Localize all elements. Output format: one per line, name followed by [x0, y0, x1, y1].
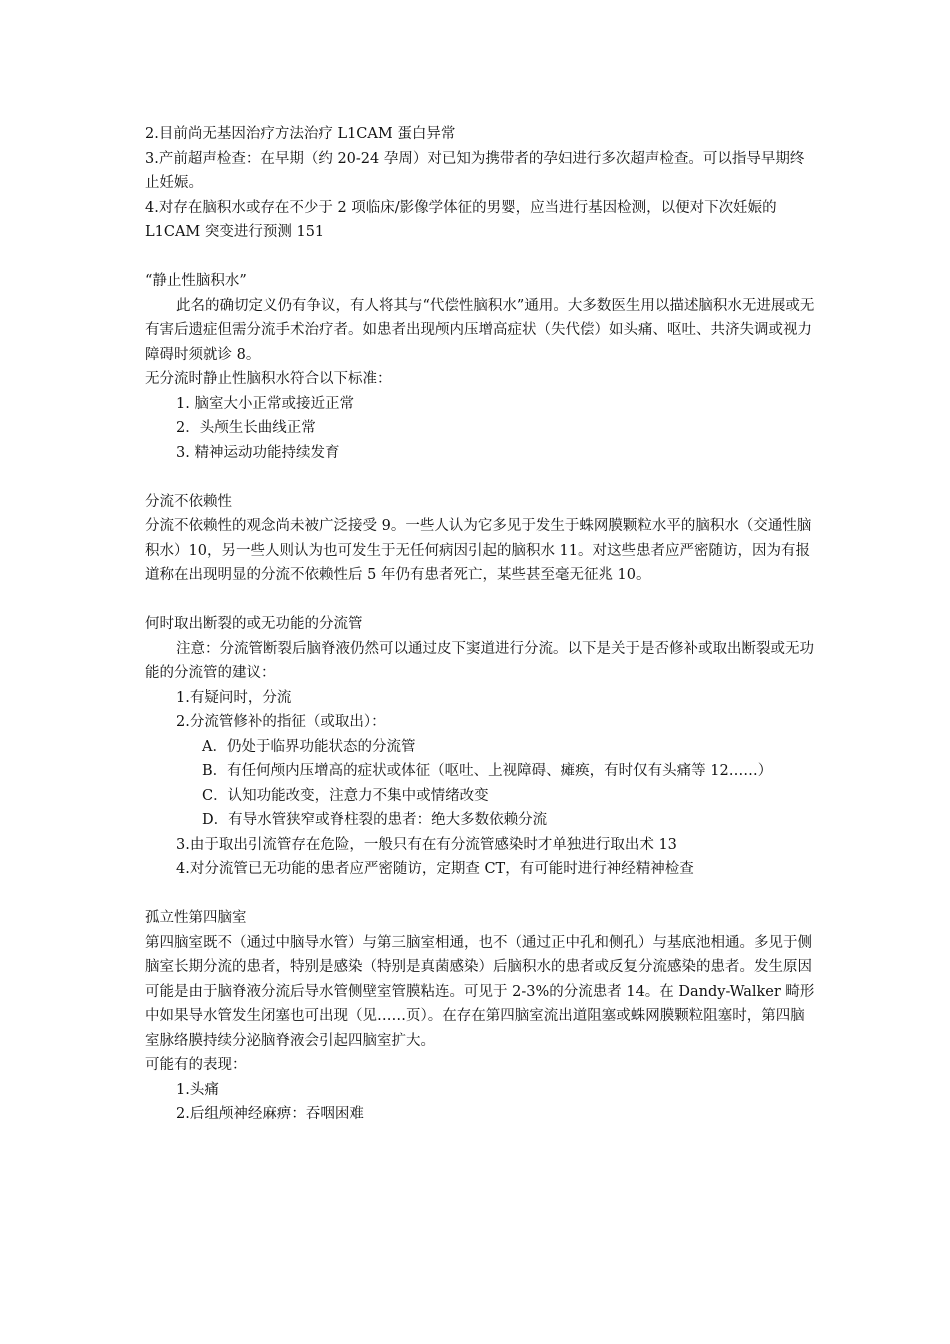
- section-heading-shunt-independence: 分流不依赖性: [145, 493, 232, 510]
- list-item: 3.产前超声检查：在早期（约 20-24 孕周）对已知为携带者的孕妇进行多次超声检查。可以指导早期终止妊娠。: [145, 150, 805, 191]
- list-item: 1.有疑问时，分流: [176, 689, 292, 706]
- spacer: [145, 465, 815, 490]
- presentation-intro: 可能有的表现：: [145, 1057, 247, 1073]
- sub-list-item: A．仍处于临界功能状态的分流管: [202, 738, 416, 755]
- list-item: 2.后组颅神经麻痹：吞咽困难: [176, 1106, 364, 1122]
- section-heading-isolated-fourth-ventricle: 孤立性第四脑室: [145, 910, 247, 926]
- list-item: 3.由于取出引流管存在危险，一般只有在有分流管感染时才单独进行取出术 13: [176, 836, 677, 853]
- list-item: 2．头颅生长曲线正常: [176, 420, 316, 436]
- section-heading-static-hydrocephalus: “静止性脑积水”: [145, 273, 247, 289]
- list-item: 4.对分流管已无功能的患者应严密随访，定期查 CT，有可能时进行神经精神检查: [176, 861, 694, 877]
- list-item: 4.对存在脑积水或存在不少于 2 项临床/影像学体征的男婴，应当进行基因检测，以便对下次妊娠的 L1CAM 突变进行预测 151: [145, 199, 777, 240]
- spacer: [145, 882, 815, 907]
- spacer: [145, 245, 815, 270]
- sub-list-item: B．有任何颅内压增高的症状或体征（呕吐、上视障碍、瘫痪，有时仅有头痛等 12……）: [202, 763, 773, 779]
- sub-list-item: C．认知功能改变，注意力不集中或情绪改变: [202, 787, 489, 804]
- paragraph: 分流不依赖性的观念尚未被广泛接受 9。一些人认为它多见于发生于蛛网膜颗粒水平的脑积水（交通性脑积水）10，另一些人则认为也可发生于无任何病因引起的脑积水 11。对这些患者应严密随访，因为有报道称在出现明显的分流不依赖性后 5 年仍有患者死亡，某些甚至毫无征兆 10。: [145, 518, 812, 583]
- paragraph: 注意：分流管断裂后脑脊液仍然可以通过皮下窦道进行分流。以下是关于是否修补或取出断裂或无功能的分流管的建议：: [145, 640, 814, 681]
- criteria-intro: 无分流时静止性脑积水符合以下标准：: [145, 371, 392, 387]
- list-item: 2.目前尚无基因治疗方法治疗 L1CAM 蛋白异常: [145, 126, 456, 142]
- list-item: 1.头痛: [176, 1081, 219, 1098]
- list-item: 2.分流管修补的指征（或取出）：: [176, 714, 386, 730]
- sub-list-item: D．有导水管狭窄或脊柱裂的患者：绝大多数依赖分流: [202, 812, 548, 828]
- section-heading-shunt-removal: 何时取出断裂的或无功能的分流管: [145, 616, 363, 632]
- list-item: 1. 脑室大小正常或接近正常: [176, 395, 354, 412]
- paragraph: 第四脑室既不（通过中脑导水管）与第三脑室相通，也不（通过正中孔和侧孔）与基底池相通。多见于侧脑室长期分流的患者，特别是感染（特别是真菌感染）后脑积水的患者或反复分流感染的患者。发生原因可能是由于脑脊液分流后导水管侧壁室管膜粘连。可见于 2-3%的分流患者 14。在 Dandy-Walker 畸形中如果导水管发生闭塞也可出现（见……页）。在存在第四脑室流出道阻塞或蛛网膜颗粒阻塞时，第四脑室脉络膜持续分泌脑脊液会引起四脑室扩大。: [145, 934, 815, 1049]
- list-item: 3. 精神运动功能持续发育: [176, 444, 340, 461]
- spacer: [145, 588, 815, 613]
- document-page: [145, 122, 815, 1127]
- paragraph: 此名的确切定义仍有争议，有人将其与“代偿性脑积水”通用。大多数医生用以描述脑积水无进展或无有害后遗症但需分流手术治疗者。如患者出现颅内压增高症状（失代偿）如头痛、呕吐、共济失调或视力障碍时须就诊 8。: [145, 297, 815, 363]
